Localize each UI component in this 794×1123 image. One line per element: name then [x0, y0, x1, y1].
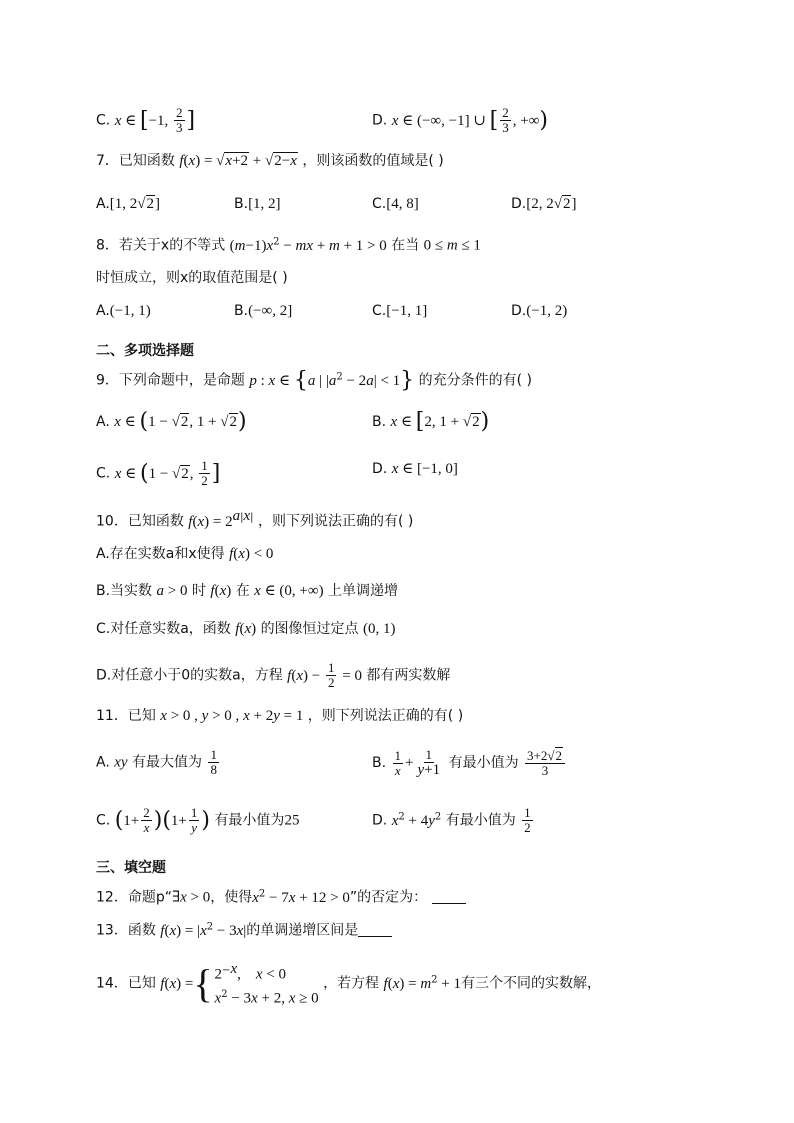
q8-option-a [96, 301, 151, 321]
q8-option-c-label: C. [372, 303, 387, 319]
q7-option-b-math: [1, 2] [248, 196, 281, 212]
q8-option-b-label: B. [234, 303, 249, 319]
section-multiple-choice-title: 二、多项选择题 [96, 343, 194, 359]
q11-option-a-math: xy [114, 754, 128, 771]
q6-option-d [372, 106, 548, 135]
q14-stem-suffix: 有三个不同的实数解， [461, 975, 602, 992]
q10-stem-prefix: 10．已知函数 [96, 513, 184, 530]
q10-stem-suffix: ，则下列说法正确的有( ) [257, 513, 414, 530]
q11-option-a-value: $\frac{1}{8}$ [210, 747, 217, 777]
q9-stem [96, 367, 532, 391]
q7-option-a-math: [1, 2√2] [109, 196, 161, 212]
q8-option-c [372, 301, 427, 321]
q11-stem-prefix: 11．已知 [96, 708, 156, 724]
q7-stem-prefix: 7．已知函数 [96, 153, 175, 169]
q10-option-c-math2: (0, 1) [363, 621, 396, 637]
q6-option-c-label: C. [96, 112, 111, 129]
q8-option-d-math: (−1, 2) [526, 303, 568, 319]
q13-function-math: $f(x) = |x^2 - 3x|$ [160, 921, 247, 939]
q8-stem-prefix: 8．若关于x的不等式 [96, 237, 226, 254]
q10-option-c-math1: f(x) [235, 621, 257, 637]
q10-option-d-text: D.对任意小于0的实数a，方程 [96, 667, 283, 684]
q8-option-b-math: (−∞, 2] [248, 303, 293, 319]
q11-option-b-mid: 有最小值为 [448, 755, 519, 771]
q8-stem-line2 [96, 268, 288, 288]
q12-stem-prefix: 12．命题p“ [96, 889, 172, 906]
q13-stem [96, 917, 392, 941]
q10-option-b-mid2: 在 [235, 583, 250, 599]
q10-option-a-text: A.存在实数a和x使得 [96, 546, 225, 562]
q8-inequality-math: $(m-1)x^2$ − mx + m + 1 > 0 [229, 236, 387, 254]
q14-stem-prefix: 14．已知 [96, 975, 156, 992]
q9-option-b-label: B. [372, 414, 387, 430]
q13-answer-blank[interactable] [358, 936, 392, 937]
q7-option-c [372, 194, 419, 214]
q8-option-a-label: A. [96, 303, 110, 319]
q6-option-d-math: x ∈ (−∞, −1] ∪ [ $\frac{2}{3}$ , +∞) [391, 105, 548, 135]
q8-option-c-math: [−1, 1] [386, 303, 428, 319]
q8-stem-line2-text: 时恒成立，则x的取值范围是( ) [96, 270, 288, 286]
q11-option-c [96, 806, 299, 835]
q7-stem-suffix: ，则该函数的值域是( ) [302, 153, 444, 169]
q12-stem-suffix: ”的否定为： [349, 889, 428, 906]
q11-option-c-math: (1+ $\frac{2}{x}$ )(1+ $\frac{1}{y}$ ) [114, 805, 210, 835]
q10-option-b-mid1: 时 [191, 583, 206, 599]
q11-option-c-value: 25 [284, 812, 300, 829]
q9-option-a [96, 409, 247, 434]
q11-option-d-label: D. [372, 812, 388, 829]
q14-piecewise-math: f ( x ) = { $2^{-x}$, x < 0 $x^2 - 3x + 2$, x ≥ 0 [160, 960, 319, 1007]
q7-option-a-label: A. [96, 196, 110, 212]
q9-stem-prefix: 9．下列命题中，是命题 [96, 372, 245, 389]
q10-option-b-suffix: 上单调递增 [328, 583, 399, 599]
q7-option-d-label: D. [511, 196, 527, 212]
q11-stem-suffix: ，则下列说法正确的有( ) [307, 708, 464, 724]
q7-option-b-label: B. [234, 196, 249, 212]
q8-option-b [234, 301, 292, 321]
q12-exists-math: ∃x > 0 [171, 889, 211, 906]
q14-stem-mid: ，若方程 [323, 975, 380, 992]
q14-equation-math: $f(x) = m^2 + 1$ [383, 974, 462, 992]
q11-option-d-mid: 有最小值为 [445, 812, 516, 829]
q12-stem [96, 884, 466, 908]
q10-option-d-suffix: 都有两实数解 [366, 667, 451, 684]
q9-option-b [372, 409, 490, 434]
q7-option-b [234, 194, 281, 214]
q8-option-a-math: (−1, 1) [109, 303, 151, 319]
q9-option-c-label: C. [96, 465, 111, 482]
q12-stem-mid: ，使得 [210, 889, 253, 906]
q11-option-b-value: $\frac{3+2√2}{3}$ [525, 749, 565, 778]
q9-option-c-math: x ∈ (1 − √2, $\frac{1}{2}$ ] [114, 458, 221, 488]
q8-stem [96, 232, 481, 256]
q9-option-d-label: D. [372, 461, 388, 477]
q11-option-c-label: C. [96, 812, 111, 829]
q11-option-a-label: A. [96, 754, 110, 771]
q10-option-c-mid: 的图像恒过定点 [260, 621, 359, 637]
q6-option-c-math: x ∈ [−1, $\frac{2}{3}$ ] [114, 105, 196, 135]
q10-option-b-math2: f(x) [210, 583, 232, 599]
q9-option-d [372, 459, 458, 479]
q10-option-b [96, 581, 398, 601]
q12-inequality-math: $x^2 - 7x + 12 > 0$ [252, 888, 350, 906]
q12-answer-blank[interactable] [432, 903, 466, 904]
section-fill-blank-title: 三、填空题 [96, 860, 166, 876]
q11-option-b-math: $\frac{1}{x}$ + $\frac{1}{y+1}$ [394, 747, 441, 778]
q11-option-c-mid: 有最小值为 [214, 812, 285, 829]
q9-option-a-label: A. [96, 414, 110, 430]
q10-option-c-text: C.对任意实数a，函数 [96, 621, 231, 637]
q8-condition-math: 0 ≤ m ≤ 1 [423, 237, 481, 254]
q10-option-a-math: f(x) < 0 [229, 546, 274, 562]
q7-option-a [96, 194, 160, 214]
q6-option-d-label: D. [372, 112, 388, 129]
q6-option-c [96, 106, 195, 135]
q13-stem-suffix: 的单调递增区间是 [246, 922, 359, 939]
q10-option-a [96, 544, 273, 564]
q8-option-d [511, 301, 567, 321]
q11-option-d-math: $x^2 + 4y^2$ [391, 810, 442, 829]
q10-option-d-math: f(x) − $\frac{1}{2}$ = 0 [287, 660, 362, 690]
q11-option-b-label: B. [372, 755, 387, 771]
q8-stem-mid: 在当 [391, 237, 420, 254]
q10-option-b-math3: x ∈ (0, +∞) [254, 583, 324, 599]
q11-condition-math: x > 0 , y > 0 , x + 2y = 1 [160, 708, 304, 724]
q7-option-c-math: [4, 8] [386, 196, 419, 212]
q13-stem-prefix: 13．函数 [96, 922, 156, 939]
q10-option-b-math1: a > 0 [156, 583, 188, 599]
q10-function-math: $f(x) = 2^{a|x|}$ [188, 508, 254, 530]
q10-option-d [96, 661, 450, 690]
q9-option-c [96, 459, 220, 488]
q9-option-b-math: x ∈ [2, 1 + √2) [390, 409, 490, 434]
q7-function-math: f(x) = √x+2 + √2−x [179, 153, 297, 169]
q10-stem [96, 506, 413, 532]
q9-proposition-math: p : x ∈ {a | $|a^2 - 2a| < 1$} [249, 367, 415, 393]
q11-option-a-mid: 有最大值为 [132, 754, 203, 771]
q7-option-d-math: [2, 2√2] [526, 196, 577, 212]
q11-stem [96, 706, 463, 726]
q9-option-d-math: x ∈ [−1, 0] [391, 461, 458, 477]
q10-option-c [96, 619, 396, 639]
q14-stem [96, 956, 601, 1008]
q11-option-a [96, 748, 221, 777]
q7-option-d [511, 194, 576, 214]
q11-option-d [372, 806, 535, 835]
q11-option-d-value: $\frac{1}{2}$ [524, 805, 531, 835]
q7-stem [96, 151, 444, 171]
q9-stem-suffix: 的充分条件的有( ) [418, 372, 532, 389]
q10-option-b-text: B.当实数 [96, 583, 153, 599]
q9-option-a-math: x ∈ (1 − √2, 1 + √2) [114, 409, 247, 434]
q7-option-c-label: C. [372, 196, 387, 212]
q8-option-d-label: D. [511, 303, 527, 319]
q11-option-b [372, 748, 567, 778]
